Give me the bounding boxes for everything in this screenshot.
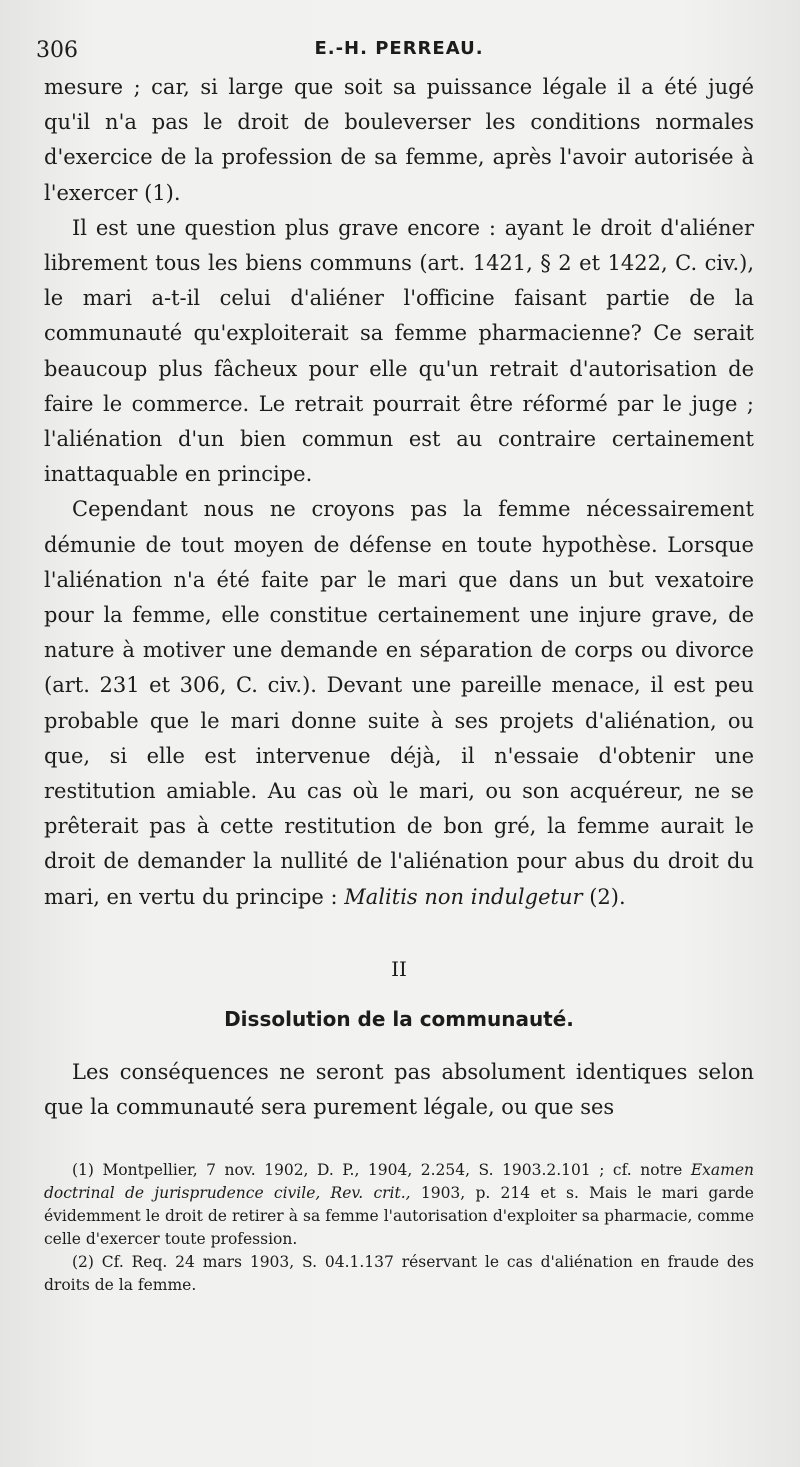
continuation-text (44, 1055, 754, 1125)
paragraph-2: Il est une question plus grave encore : ayant le droit d'aliéner librement tous les biens communs (art. 1421, § 2 et 1422, C. civ.), le mari a-t-il celui d'aliéner l'officine faisant partie de la communauté qu'exploiterait sa femme pharmacienne? Ce serait beaucoup plus fâcheux pour elle qu'un retrait d'autorisation de faire le commerce. Le retrait pourrait être réformé par le juge ; l'aliénation d'un bien commun est au contraire certainement inattaquable en principe. (44, 215, 754, 487)
section-number: II (391, 956, 407, 981)
footnote-1 (44, 1159, 754, 1251)
footnote-1-title: Examen doctrinal de jurisprudence civile, Rev. crit., (44, 1161, 754, 1203)
paragraph-3-text: Cependant nous ne croyons pas la femme nécessairement démunie de tout moyen de défense en toute hypothèse. Lorsque l'aliénation n'a été faite par le mari que dans un but vexatoire pour la femme, elle constitue certainement une injure grave, de nature à motiver une demande en séparation de corps ou divorce (art. 231 et 306, C. civ.). Devant une pareille menace, il est peu probable que le mari donne suite à ses projets d'aliénation, ou que, si elle est intervenue déjà, il n'essaie d'obtenir une restitution amiable. Au cas où le mari, ou son acquéreur, ne se prêterait pas à cette restitution de bon gré, la femme aurait le droit de demander la nullité de l'aliénation pour abus du droit du mari, en vertu du principe : (44, 497, 754, 909)
page-header (36, 30, 754, 70)
section-title: Dissolution de la communauté. (224, 1006, 574, 1031)
footnote-2: (2) Cf. Req. 24 mars 1903, S. 04.1.137 réservant le cas d'aliénation en fraude des droits de la femme. (44, 1253, 754, 1295)
footnote-1-part-c: 1903, p. 214 et s. Mais le mari garde évidemment le droit de retirer à sa femme l'autorisation d'exploiter sa pharmacie, comme celle d'exercer toute profession. (44, 1184, 754, 1249)
paragraph-1: mesure ; car, si large que soit sa puissance légale il a été jugé qu'il n'a pas le droit de bouleverser les conditions normales d'exercice de la profession de sa femme, après l'avoir autorisée à l'exercer (1). (44, 75, 754, 205)
page-number: 306 (36, 38, 78, 63)
paragraph-4: Les conséquences ne seront pas absolument identiques selon que la communauté sera purement légale, ou que ses (44, 1059, 754, 1120)
footnote-ref-2: (2). (589, 884, 626, 909)
footnotes (44, 1159, 754, 1297)
latin-maxim: Malitis non indulgetur (344, 884, 583, 909)
paragraph-3 (44, 492, 754, 914)
footnote-1-part-a: (1) Montpellier, 7 nov. 1902, D. P., 1904, 2.254, S. 1903.2.101 ; cf. notre (72, 1161, 683, 1180)
body-text (44, 70, 754, 915)
running-head: E.-H. PERREAU. (314, 38, 484, 59)
